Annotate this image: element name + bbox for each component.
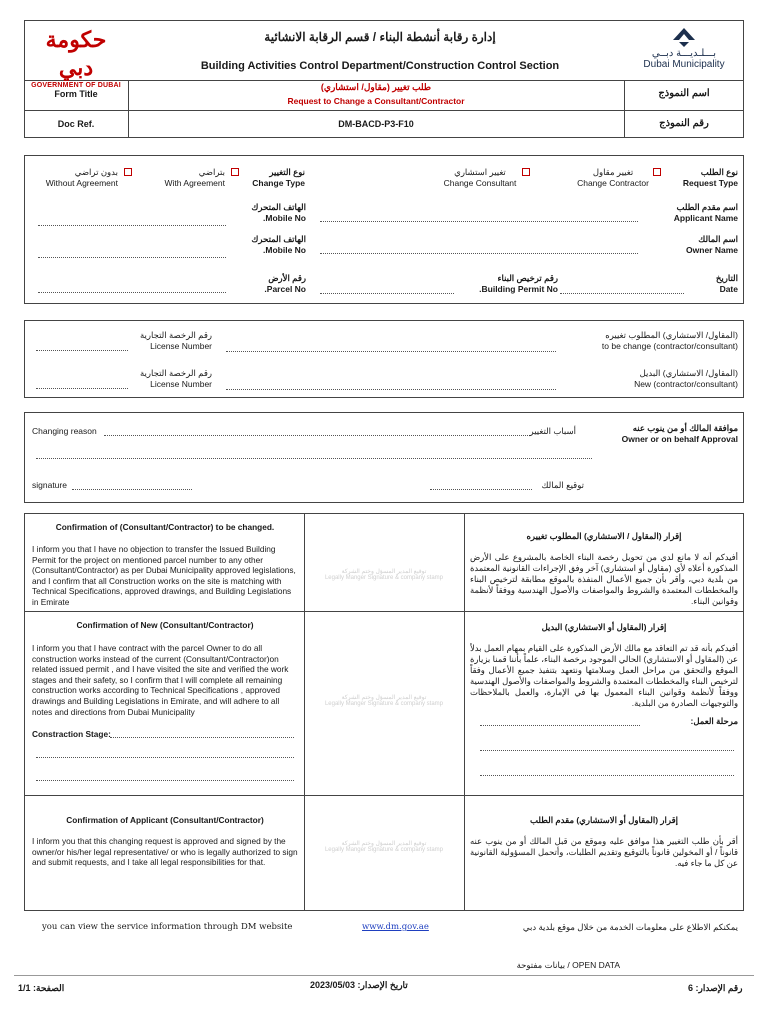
dm-logo-mark-icon <box>669 26 699 48</box>
owner-approval-label-en: Owner or on behalf Approval <box>621 434 738 444</box>
to-change-label-en: (contractor/consultant) to be change <box>601 341 738 351</box>
c1-title-en: Confirmation of (Consultant/Contractor) to be changed. <box>55 522 275 532</box>
c3-title-ar: إقرار (المقاول أو الاستشاري) مقدم الطلب <box>529 815 679 825</box>
c2-body-en: I inform you that I have contract with the parcel Owner to do all construction works instead of the current (Consultant/Contractor)on related issued permit , and I have visited the site and verified the work stages and their safety, so I confirm that I will complete all remaining construction works according to Technical Specifications , approved drawings and Building Legislations in Emirate, and will adhere to all notes and directions from Dubai Municipality <box>32 643 289 717</box>
c2-stamp-ar: توقيع المدير المسؤل وختم الشركة <box>341 695 427 701</box>
to-change-field[interactable] <box>226 351 556 352</box>
service-info-en: you can view the service information through DM website <box>42 922 293 932</box>
with-agreement-option <box>150 167 225 189</box>
issue-date: تاريخ الإصدار: 2023/05/03 <box>310 980 408 990</box>
to-change-label-ar: (المقاول/ الاستشاري) المطلوب تغييره <box>605 330 738 340</box>
c1-body-en: I inform you that I have no objection to transfer the Issued Building Permit for the project on mentioned parcel number to any other (Consultant/Contractor) as per Dubai Municipality approved legislations, and I confirm that all Construction works on the site is matching with Technical Specifications, approved drawings, and Building Legislations in Emirate <box>32 544 296 607</box>
applicant-name-label-en: Applicant Name <box>673 213 738 223</box>
new-party-label-en: New (contractor/consultant) <box>634 379 738 389</box>
applicant-name-label-ar: اسم مقدم الطلب <box>676 202 738 212</box>
c2-stage-field[interactable] <box>110 737 294 738</box>
signature-label: signature <box>32 480 67 490</box>
parcel-field[interactable] <box>38 292 226 293</box>
confirmations-row-divider <box>24 611 744 612</box>
dm-logo-text-en: Dubai Municipality <box>643 59 725 70</box>
form-title-label-ar: اسم النموذج <box>658 88 710 99</box>
change-contractor-ar: تغيير مقاول <box>592 167 634 177</box>
parcel-label <box>230 273 306 295</box>
c2-stage-ar-field-line3[interactable] <box>480 775 734 776</box>
form-title-ar: طلب تغيير (مقاول/ استشاري) <box>320 82 432 92</box>
c1-stamp-placeholder <box>308 568 460 581</box>
owner-mobile-field[interactable] <box>38 257 226 258</box>
c3-body-en: I inform you that this changing request is approved and signed by the owner/or his/her legal representative/ or who is legally authorized to sign and submit requests, and I take all legal responsibilities for that. <box>32 836 298 868</box>
request-type-label-ar: نوع الطلب <box>700 167 738 177</box>
with-agreement-checkbox[interactable] <box>231 168 239 176</box>
c1-stamp-en: Legally Manger Signature & company stamp <box>324 575 444 581</box>
owner-mobile-label-en: Mobile No. <box>263 245 306 255</box>
owner-name-label-ar: اسم المالك <box>698 234 738 244</box>
c2-body-ar: أفيدكم بأنه قد تم التعاقد مع مالك الأرض المذكورة على القيام بمهام العمل بدلاً عن (المقاول أو الاستشاري) الحالي الموجود برخصة البناء، علماً بأننا قمنا بزيارة الموقع والتحقق من مراحل العمل وسلامتها ونتعهد بتنفيذ جميع الأعمال وفقاً لترخيص البناء والمخططات المعتمدة والشروط والمواصفات والأصول الهندسية ووفقاً لأنظمة وقوانين البناء المعمول بها في الإمارة، والعمل بالملاحظات والتوجيهات الصادرة من البلدية. <box>470 643 738 708</box>
without-agreement-option <box>30 167 118 189</box>
c2-title-en: Confirmation of New (Consultant/Contractor) <box>76 620 254 630</box>
doc-ref-value: DM-BACD-P3-F10 <box>338 119 414 129</box>
confirmations-row-divider <box>24 795 744 796</box>
service-info-ar: يمكنكم الاطلاع على معلومات الخدمة من خلال موقع بلدية دبي <box>522 922 738 932</box>
license-label <box>130 330 212 352</box>
change-type-label-en: Change Type <box>252 178 305 188</box>
applicant-mobile-field[interactable] <box>38 225 226 226</box>
date-field[interactable] <box>560 293 684 294</box>
c1-body-ar: أفيدكم أنه لا مانع لدي من تحويل رخصة البناء الخاصة بالمشروع على الأرض المذكورة أعلاه لأي (مقاول أو استشاري) آخر وفق الإجراءات القانونية المعتمدة من بلدية دبي، وأقر بأن جميع الأعمال المنفذة بالموقع مطابقة لترخيص البناء والمخططات المعتمدة والشروط والمواصفات والأصول الهندسية ووفقاً لأنظمة وقوانين البناء. <box>470 552 738 606</box>
applicant-name-label <box>640 202 738 224</box>
c2-stage-ar-field[interactable] <box>480 725 640 726</box>
date-label-ar: التاريخ <box>715 273 738 283</box>
c1-title-ar: إقرار (المقاول / الاستشاري) المطلوب تغييره <box>526 531 682 541</box>
page-number: الصفحة: 1/1 <box>18 983 65 993</box>
license-field[interactable] <box>36 350 128 351</box>
header-divider <box>24 110 744 111</box>
applicant-mobile-label <box>230 202 306 224</box>
signature-field-right[interactable] <box>430 489 532 490</box>
change-contractor-en: Change Contractor <box>577 178 649 188</box>
changing-reason-field-line2[interactable] <box>36 458 592 459</box>
confirmations-col-divider <box>464 513 465 911</box>
applicant-mobile-label-en: Mobile No. <box>263 213 306 223</box>
building-permit-label-en: Building Permit No. <box>479 284 558 294</box>
c2-stage-field-line3[interactable] <box>36 780 294 781</box>
c3-stamp-placeholder <box>308 840 460 853</box>
change-consultant-option <box>440 167 520 189</box>
change-contractor-option <box>575 167 651 189</box>
owner-mobile-label <box>230 234 306 256</box>
change-consultant-checkbox[interactable] <box>522 168 530 176</box>
new-party-label <box>560 368 738 390</box>
c2-stage-label-ar: مرحلة العمل: <box>690 716 738 726</box>
c2-title-ar: إقرار (المقاول أو الاستشاري) البديل <box>541 622 667 632</box>
to-change-label <box>560 330 738 352</box>
new-party-label-ar: (المقاول/ الاستشاري) البديل <box>639 368 738 378</box>
license2-label-en: License Number <box>150 379 212 389</box>
changing-reason-label: Changing reason <box>32 426 97 436</box>
new-party-field[interactable] <box>226 389 556 390</box>
issue-number: رقم الإصدار: 6 <box>688 983 743 993</box>
without-agreement-ar: بدون تراضي <box>74 167 118 177</box>
confirmations-col-divider <box>304 513 305 911</box>
signature-field-left[interactable] <box>72 489 192 490</box>
date-label <box>690 273 738 295</box>
building-permit-field[interactable] <box>320 293 454 294</box>
c3-stamp-en: Legally Manger Signature & company stamp <box>324 847 444 853</box>
c1-stamp-ar: توقيع المدير المسؤل وختم الشركة <box>341 569 427 575</box>
signature-label-ar: توقيع المالك <box>541 480 584 490</box>
c3-body-ar: أقر بأن طلب التغيير هذا موافق عليه وموقع من قبل المالك أو من ينوب عنه قانوناً / أو المخولين قانوناً بالتوقيع وتقديم الطلبات، وأتحمل المسؤولية القانونية عن كل ما جاء فيه. <box>470 836 738 868</box>
dubai-municipality-logo <box>628 26 740 70</box>
department-title-en: Building Activities Control Department/Construction Control Section <box>200 60 560 72</box>
department-title-ar: إدارة رقابة أنشطة البناء / قسم الرقابة الانشائية <box>264 30 496 44</box>
c2-stage-stamp-placeholder <box>308 694 460 707</box>
with-agreement-en: With Agreement <box>164 178 225 188</box>
government-of-dubai-logo <box>26 26 126 89</box>
changing-reason-field[interactable] <box>104 435 530 436</box>
change-consultant-en: Change Consultant <box>443 178 517 188</box>
request-type-label-en: Request Type <box>682 178 738 188</box>
c3-stamp-ar: توقيع المدير المسؤل وختم الشركة <box>341 841 427 847</box>
dm-website-link[interactable]: www.dm.gov.ae <box>362 922 429 932</box>
change-contractor-checkbox[interactable] <box>653 168 661 176</box>
owner-name-label <box>640 234 738 256</box>
form-title-en: Request to Change a Consultant/Contractor <box>287 96 465 106</box>
license2-label-ar: رقم الرخصة التجارية <box>140 368 212 378</box>
owner-mobile-label-ar: الهاتف المتحرك <box>251 234 306 244</box>
c2-stage-field-line2[interactable] <box>36 757 294 758</box>
date-label-en: Date <box>719 284 738 294</box>
building-permit-label-ar: رقم ترخيص البناء <box>497 273 558 283</box>
footer-divider <box>14 975 754 976</box>
dubai-gov-logo-caption: GOVERNMENT OF DUBAI <box>31 82 121 89</box>
change-type-label <box>230 167 305 189</box>
without-agreement-checkbox[interactable] <box>124 168 132 176</box>
changing-reason-label-ar: أسباب التغيير <box>529 426 576 436</box>
license-label-ar: رقم الرخصة التجارية <box>140 330 212 340</box>
with-agreement-ar: بتراضي <box>198 167 225 177</box>
applicant-name-field[interactable] <box>320 221 638 222</box>
change-type-label-ar: نوع التغيير <box>269 167 305 177</box>
license2-field[interactable] <box>36 388 128 389</box>
owner-name-field[interactable] <box>320 253 638 254</box>
owner-approval-label-ar: موافقة المالك أو من ينوب عنه <box>632 423 738 433</box>
dubai-gov-logo-calligraphy: حكومة دبي <box>45 27 107 81</box>
parcel-label-en: Parcel No. <box>264 284 306 294</box>
header-divider <box>24 80 744 81</box>
without-agreement-en: Without Agreement <box>45 178 118 188</box>
change-consultant-ar: تغيير استشاري <box>454 167 506 177</box>
parcel-label-ar: رقم الأرض <box>268 273 306 283</box>
c3-title-en: Confirmation of Applicant (Consultant/Contractor) <box>66 815 264 825</box>
c2-stamp-en: Legally Manger Signature & company stamp <box>324 701 444 707</box>
c2-stage-label: Constraction Stage: <box>32 729 111 739</box>
owner-name-label-en: Owner Name <box>686 245 738 255</box>
license2-label <box>130 368 212 390</box>
dm-logo-text-ar: بـــلـديـــة دبــي <box>651 48 717 59</box>
doc-ref-label: Doc Ref. <box>57 119 95 129</box>
building-permit-label <box>458 273 558 295</box>
c2-stage-ar-field-line2[interactable] <box>480 750 734 751</box>
doc-ref-label-ar: رقم النموذج <box>659 118 709 129</box>
owner-approval-label <box>600 423 738 445</box>
form-title-label: Form Title <box>54 89 98 99</box>
open-data-label: OPEN DATA / بيانات مفتوحة <box>516 960 620 970</box>
applicant-mobile-label-ar: الهاتف المتحرك <box>251 202 306 212</box>
license-label-en: License Number <box>150 341 212 351</box>
